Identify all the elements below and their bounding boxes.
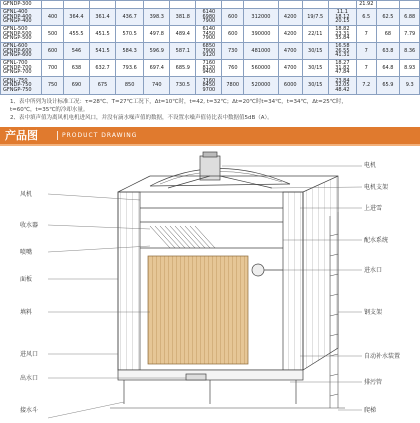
table-cell: 596.9 bbox=[144, 43, 170, 60]
table-cell: 587.1 bbox=[170, 43, 196, 60]
table-cell bbox=[222, 1, 244, 9]
table-cell bbox=[42, 1, 64, 9]
table-cell: 18.27 31.82 47.84 bbox=[328, 60, 356, 77]
label-ladder: 爬梯 bbox=[364, 407, 377, 414]
spec-table bbox=[0, 0, 420, 95]
table-cell: 600 bbox=[42, 43, 64, 60]
table-cell: 793.6 bbox=[116, 60, 144, 77]
table-cell: 30/15 bbox=[302, 77, 328, 95]
table-cell bbox=[196, 1, 222, 9]
table-cell: 7.79 bbox=[400, 26, 420, 43]
cooling-tower-drawing bbox=[0, 146, 420, 423]
table-row bbox=[1, 1, 420, 9]
model-cell: GFNL-400 GFNDP-400 GFNGP-400 bbox=[1, 9, 42, 26]
table-cell: 7160 8120 9400 bbox=[196, 60, 222, 77]
table-cell: 6.5 bbox=[356, 9, 376, 26]
table-cell: 68 bbox=[376, 26, 400, 43]
table-row bbox=[1, 26, 420, 43]
table-cell: 520000 bbox=[244, 77, 279, 95]
table-cell: 6.88 bbox=[400, 9, 420, 26]
label-outlet: 出水口 bbox=[20, 375, 39, 382]
table-row bbox=[1, 43, 420, 60]
table-cell: 6140 7450 7900 bbox=[196, 26, 222, 43]
table-cell bbox=[328, 1, 356, 9]
table-cell: 400 bbox=[42, 9, 64, 26]
label-motor: 电机 bbox=[364, 162, 377, 169]
table-cell: 62.5 bbox=[376, 9, 400, 26]
table-cell bbox=[144, 1, 170, 9]
model-cell: GFNL-600 GFNDP-600 GFNGP-600 bbox=[1, 43, 42, 60]
left-panel bbox=[118, 192, 140, 370]
table-cell: 18.82 23.31 35.84 bbox=[328, 26, 356, 43]
label-upper-vent: 上进雪 bbox=[364, 205, 383, 212]
label-basin: 接水斗 bbox=[20, 407, 39, 414]
table-cell: 600 bbox=[222, 9, 244, 26]
table-cell: 7800 bbox=[222, 77, 244, 95]
table-cell: 451.5 bbox=[89, 26, 115, 43]
section-title: 产品图 bbox=[5, 129, 38, 142]
table-cell bbox=[244, 1, 279, 9]
table-cell: 312000 bbox=[244, 9, 279, 26]
table-cell: 6850 7900 9120 bbox=[196, 43, 222, 60]
table-cell bbox=[302, 1, 328, 9]
right-panel bbox=[283, 192, 303, 370]
table-cell: 560000 bbox=[244, 60, 279, 77]
table-cell: 4700 bbox=[278, 60, 302, 77]
label-sprinkler: 喷嘴 bbox=[20, 249, 33, 256]
table-cell: 6000 bbox=[278, 77, 302, 95]
label-drain: 排污管 bbox=[364, 379, 383, 386]
label-fill: 填料 bbox=[20, 309, 33, 316]
label-panel: 面板 bbox=[20, 276, 33, 283]
label-steel-frame: 钢支架 bbox=[364, 309, 383, 316]
label-auto-refill: 自动补水装置 bbox=[364, 353, 401, 360]
fill-media bbox=[148, 256, 248, 364]
table-cell bbox=[63, 1, 89, 9]
note-line-3: 2、表中填声值为离风机电机进风口，并没有滴水噪声值的数据，不设置水噪声值待比表中数据值5dB（A）。 bbox=[10, 115, 273, 121]
label-motor-bracket: 电机支架 bbox=[364, 184, 389, 191]
table-cell: 730.5 bbox=[170, 77, 196, 95]
table-cell: 700 bbox=[42, 60, 64, 77]
table-cell: 8.36 bbox=[400, 43, 420, 60]
table-cell: 760 bbox=[222, 60, 244, 77]
product-drawing-header bbox=[0, 127, 420, 144]
table-row bbox=[1, 9, 420, 26]
table-cell: 730 bbox=[222, 43, 244, 60]
table-cell bbox=[89, 1, 115, 9]
table-cell: 64.8 bbox=[376, 60, 400, 77]
table-cell: 361.4 bbox=[89, 9, 115, 26]
note-line-1: 1、表中所列为设计标准工况：τ=28℃、T=27℃工况下，Δt=10℃时，t=42, t=32℃；Δt=20℃时t=34℃，t=34℃，Δt=25℃时， bbox=[10, 99, 347, 105]
label-inlet: 进水口 bbox=[364, 267, 383, 274]
table-cell: 63.8 bbox=[376, 43, 400, 60]
table-cell: 570.5 bbox=[116, 26, 144, 43]
inlet-pipe bbox=[252, 264, 264, 276]
table-cell: 497.8 bbox=[144, 26, 170, 43]
header-separator bbox=[57, 131, 58, 140]
table-cell: 22/11 bbox=[302, 26, 328, 43]
label-air-inlet: 进风口 bbox=[20, 351, 39, 358]
table-cell: 455.5 bbox=[63, 26, 89, 43]
table-cell: 500 bbox=[42, 26, 64, 43]
table-cell: 740 bbox=[144, 77, 170, 95]
table-row bbox=[1, 60, 420, 77]
table-cell: 481000 bbox=[244, 43, 279, 60]
table-cell: 8.93 bbox=[400, 60, 420, 77]
model-cell: GFNL-750 GFNDP-750 GFNGP-750 bbox=[1, 77, 42, 95]
table-cell: 4200 bbox=[278, 9, 302, 26]
table-cell: 4200 bbox=[278, 26, 302, 43]
table-cell: 7160 8450 9700 bbox=[196, 77, 222, 95]
table-cell: 436.7 bbox=[116, 9, 144, 26]
motor-body bbox=[200, 156, 220, 180]
table-cell: 21.92 bbox=[356, 1, 376, 9]
table-cell bbox=[400, 1, 420, 9]
section-subtitle: PRODUCT DRAWING bbox=[62, 132, 138, 139]
water-distribution-pipes bbox=[150, 226, 215, 248]
basin bbox=[118, 370, 303, 380]
table-cell: 850 bbox=[116, 77, 144, 95]
table-cell: 685.9 bbox=[170, 60, 196, 77]
table-cell: 381.8 bbox=[170, 9, 196, 26]
note-line-2: t=60℃，t=35℃的冷却水量。 bbox=[10, 107, 89, 113]
table-cell: 11.1 18.12 20.15 bbox=[328, 9, 356, 26]
table-cell: 65.9 bbox=[376, 77, 400, 95]
table-cell: 600 bbox=[222, 26, 244, 43]
model-cell: GFNL-700 GFNDP-700 GFNGP-700 bbox=[1, 60, 42, 77]
outlet-pipe bbox=[186, 374, 206, 380]
model-cell: GFNL-500 GFNDP-500 GFNGP-500 bbox=[1, 26, 42, 43]
label-water-distribution: 配水系统 bbox=[364, 237, 389, 244]
table-notes bbox=[10, 98, 415, 122]
table-cell: 23.84 32.05 48.42 bbox=[328, 77, 356, 95]
table-cell bbox=[116, 1, 144, 9]
table-cell: 546 bbox=[63, 43, 89, 60]
table-cell bbox=[278, 1, 302, 9]
table-cell: 16.58 26.55 41.31 bbox=[328, 43, 356, 60]
table-cell: 541.5 bbox=[89, 43, 115, 60]
table-cell: 19/7.5 bbox=[302, 9, 328, 26]
label-eliminator: 收水器 bbox=[20, 222, 39, 229]
label-fan: 风机 bbox=[20, 191, 33, 198]
table-cell bbox=[170, 1, 196, 9]
table-cell: 390000 bbox=[244, 26, 279, 43]
table-cell: 7 bbox=[356, 26, 376, 43]
table-cell: 398.3 bbox=[144, 9, 170, 26]
table-cell: 690 bbox=[63, 77, 89, 95]
table-cell: 4700 bbox=[278, 43, 302, 60]
table-cell: 697.4 bbox=[144, 60, 170, 77]
tower-side-face bbox=[303, 176, 338, 370]
table-cell: 9.3 bbox=[400, 77, 420, 95]
table-cell: 7 bbox=[356, 60, 376, 77]
table-cell: 489.4 bbox=[170, 26, 196, 43]
table-cell: 30/15 bbox=[302, 43, 328, 60]
table-cell: 7.2 bbox=[356, 77, 376, 95]
table-cell: 6140 6980 7900 bbox=[196, 9, 222, 26]
table-cell: 750 bbox=[42, 77, 64, 95]
table-cell bbox=[376, 1, 400, 9]
table-row bbox=[1, 77, 420, 95]
table-cell: 638 bbox=[63, 60, 89, 77]
table-cell: 632.7 bbox=[89, 60, 115, 77]
model-cell: GFNDP-300 bbox=[1, 1, 42, 9]
table-cell: 364.4 bbox=[63, 9, 89, 26]
table-cell: 675 bbox=[89, 77, 115, 95]
table-cell: 7 bbox=[356, 43, 376, 60]
table-cell: 30/15 bbox=[302, 60, 328, 77]
table-cell: 584.3 bbox=[116, 43, 144, 60]
